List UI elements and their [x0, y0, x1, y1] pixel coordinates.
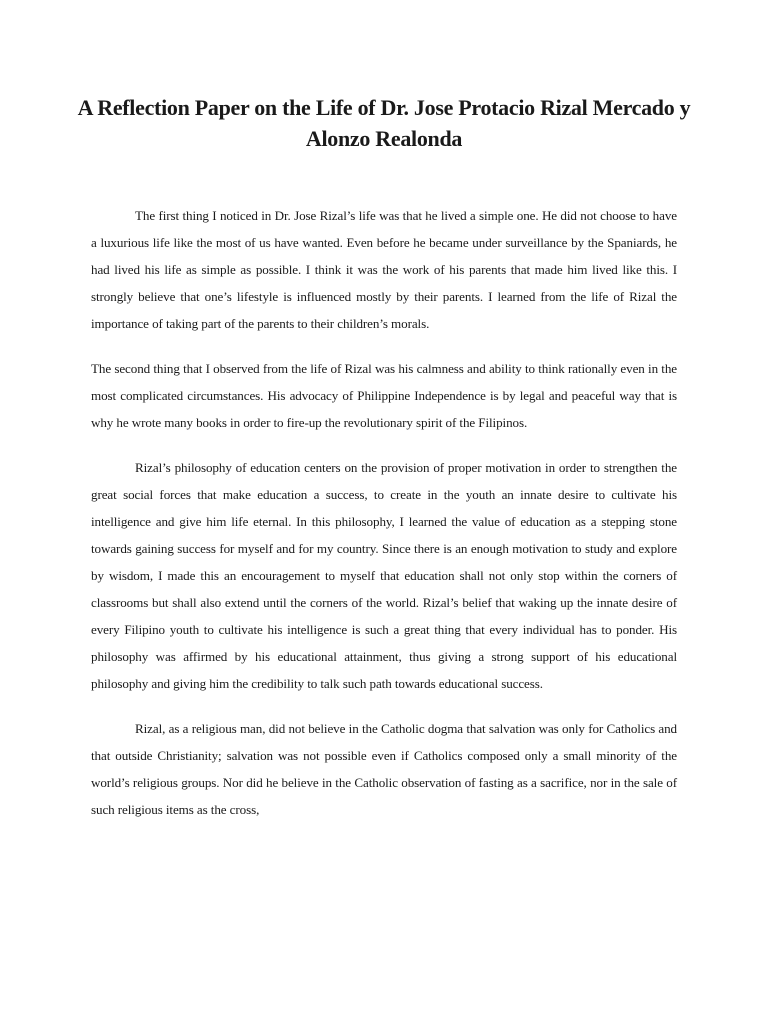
paragraph-2: The second thing that I observed from the life of Rizal was his calmness and ability to think rationally even in the most complicated circumstances. His advocacy of Philippine Independence is by legal and peaceful way that is why he wrote many books in order to fire-up the revolutionary spirit of the Filipinos.: [91, 361, 677, 430]
paragraph-1: The first thing I noticed in Dr. Jose Rizal’s life was that he lived a simple one. He did not choose to have a luxurious life like the most of us have wanted. Even before he became under surveillance by the Spaniards, he had lived his life as simple as possible. I think it was the work of his parents that made him lived like this. I strongly believe that one’s lifestyle is influenced mostly by their parents. I learned from the life of Rizal the importance of taking part of the parents to their children’s morals.: [91, 208, 677, 331]
document-title: A Reflection Paper on the Life of Dr. Jose Protacio Rizal Mercado y Alonzo Realonda: [77, 95, 691, 151]
document-body: [91, 202, 677, 841]
paragraph-3: Rizal’s philosophy of education centers on the provision of proper motivation in order to strengthen the great social forces that make education a success, to create in the youth an innate desire to cultivate his intelligence and give him life eternal. In this philosophy, I learned the value of education as a stepping stone towards gaining success for myself and for my country. Since there is an enough motivation to study and explore by wisdom, I made this an encouragement to myself that education shall not only stop within the corners of classrooms but shall also extend until the corners of the world. Rizal’s belief that waking up the innate desire of every Filipino youth to cultivate his intelligence is such a great thing that every individual has to ponder. His philosophy was affirmed by his educational attainment, thus giving a strong support of his educational philosophy and giving him the credibility to talk such path towards educational success.: [91, 460, 677, 691]
paragraph-4: Rizal, as a religious man, did not believe in the Catholic dogma that salvation was only for Catholics and that outside Christianity; salvation was not possible even if Catholics composed only a small minority of the world’s religious groups. Nor did he believe in the Catholic observation of fasting as a sacrifice, nor in the sale of such religious items as the cross,: [91, 721, 677, 817]
